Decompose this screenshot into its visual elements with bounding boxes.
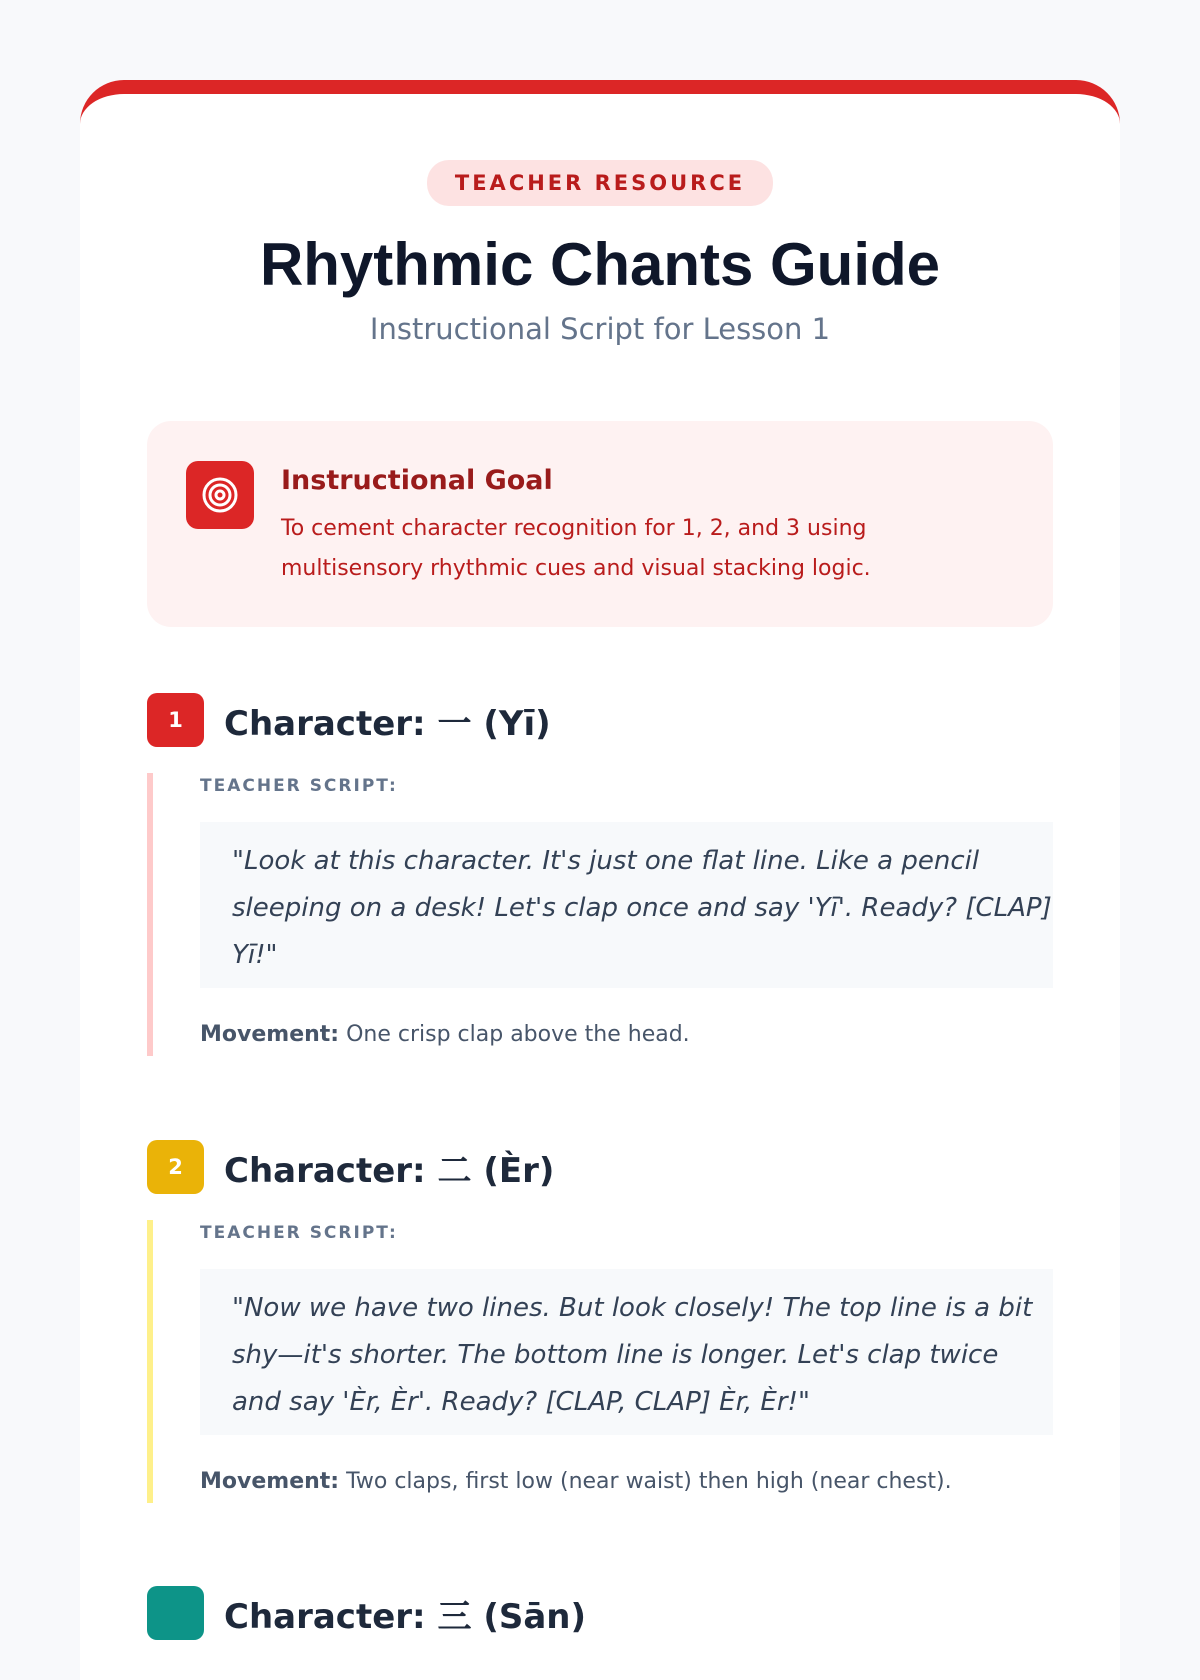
character-section-3	[147, 1586, 1053, 1640]
teacher-script: "Look at this character. It's just one flat line. Like a pencil sleeping on a desk! Let's clap once and say 'Yī'. Ready? [CLAP] Yī!"	[200, 822, 1053, 988]
movement-text: Two claps, first low (near waist) then high (near chest).	[346, 1469, 952, 1494]
character-section-1	[147, 693, 1053, 1056]
step-number-badge: 2	[147, 1140, 204, 1194]
page-title: Rhythmic Chants Guide	[259, 231, 941, 298]
section-body	[147, 773, 1053, 1056]
step-number-badge	[147, 1586, 204, 1640]
section-title: Character: 二 (Èr)	[224, 1150, 555, 1191]
resource-badge: TEACHER RESOURCE	[427, 160, 773, 206]
instructional-goal-box	[147, 421, 1053, 627]
guide-card	[80, 80, 1120, 1680]
step-number-badge: 1	[147, 693, 204, 747]
target-icon	[186, 461, 254, 529]
movement-text: One crisp clap above the head.	[346, 1022, 690, 1047]
movement-note	[200, 1467, 1053, 1503]
section-title: Character: 三 (Sān)	[224, 1596, 587, 1637]
script-label: TEACHER SCRIPT:	[200, 1223, 398, 1243]
goal-heading: Instructional Goal	[281, 465, 553, 496]
page-subtitle: Instructional Script for Lesson 1	[369, 312, 831, 346]
header	[80, 94, 1120, 346]
section-body	[147, 1220, 1053, 1503]
script-label: TEACHER SCRIPT:	[200, 776, 398, 796]
movement-label: Movement:	[200, 1022, 340, 1047]
movement-label: Movement:	[200, 1469, 340, 1494]
goal-text: To cement character recognition for 1, 2, and 3 using multisensory rhythmic cues and visual stacking logic.	[281, 516, 871, 581]
character-section-2	[147, 1140, 1053, 1503]
section-title: Character: 一 (Yī)	[224, 703, 551, 744]
movement-note	[200, 1020, 1053, 1056]
teacher-script: "Now we have two lines. But look closely! The top line is a bit shy—it's shorter. The bottom line is longer. Let's clap twice and say 'Èr, Èr'. Ready? [CLAP, CLAP] Èr, Èr!"	[200, 1269, 1053, 1435]
